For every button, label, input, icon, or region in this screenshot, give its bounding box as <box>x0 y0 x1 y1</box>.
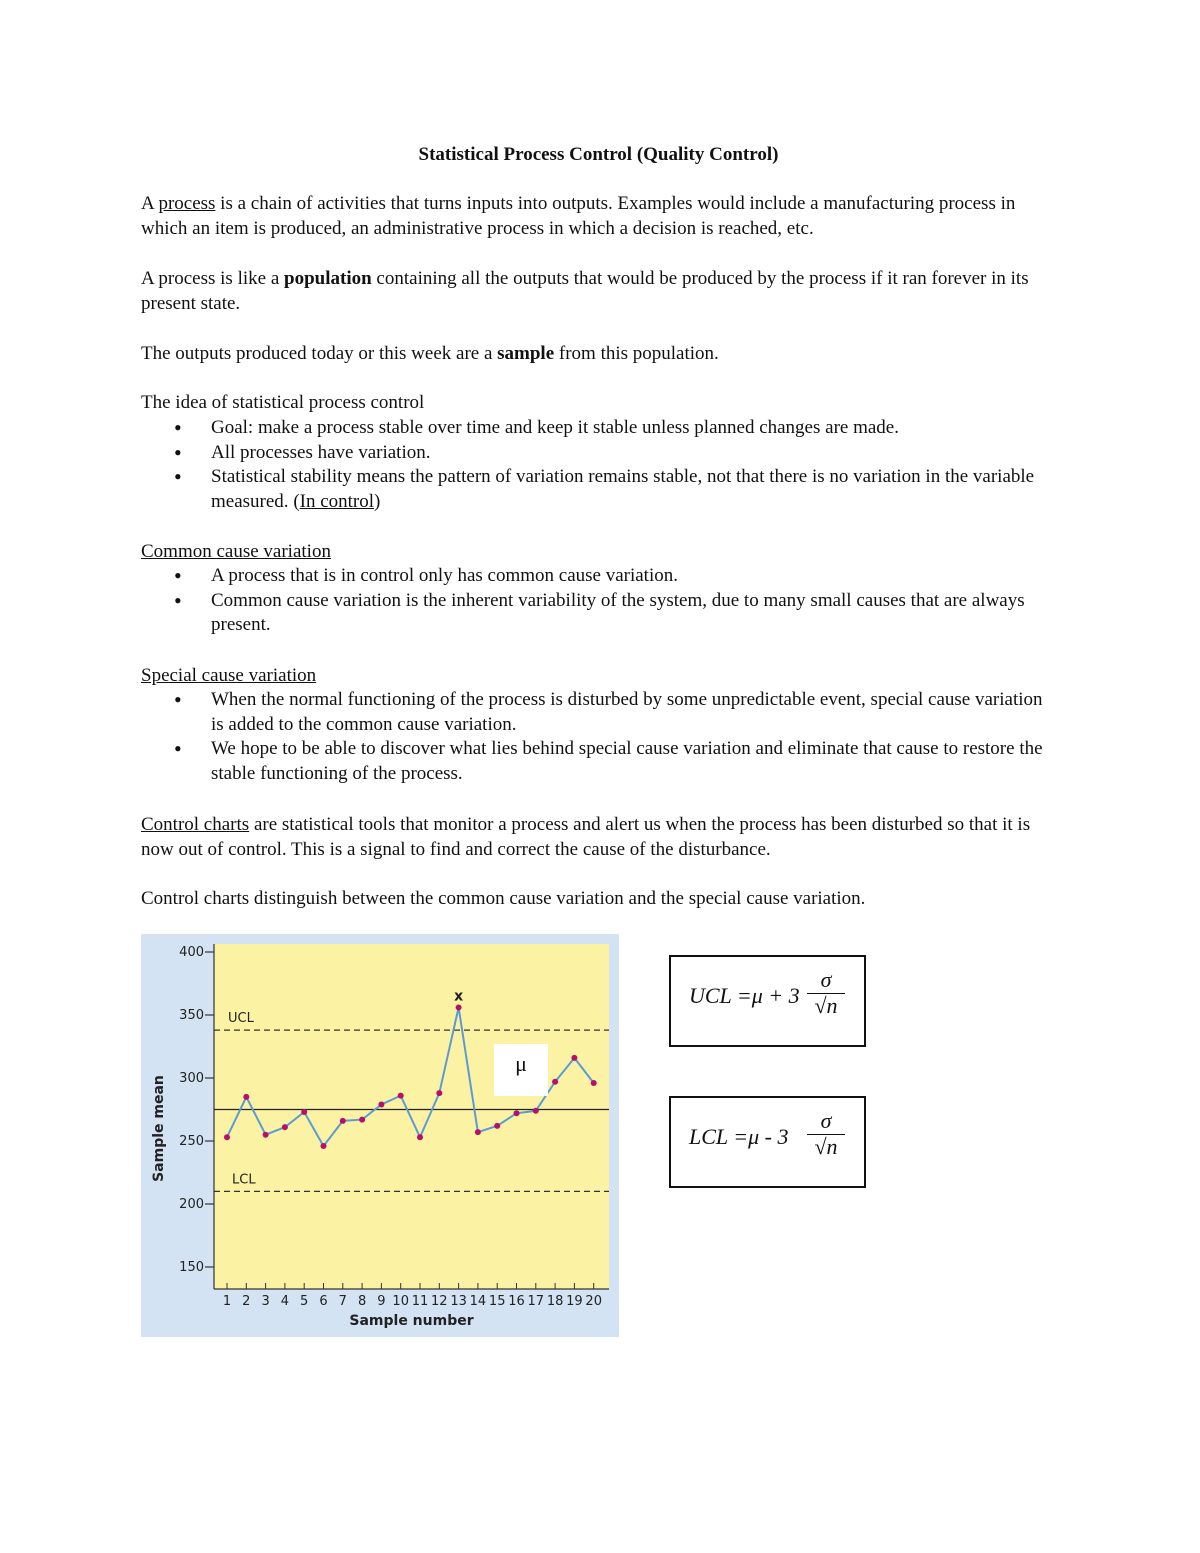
list-item: • When the normal functioning of the process is disturbed by some unpredictable event, special cause variation is added to the common cause variation. <box>141 688 1056 737</box>
x-tick-label: 5 <box>300 1294 309 1309</box>
x-tick-label: 4 <box>280 1294 290 1309</box>
y-axis <box>179 944 214 1289</box>
x-tick-label: 14 <box>469 1294 487 1309</box>
sigma-symbol: σ <box>820 1108 832 1133</box>
data-point <box>243 1094 249 1100</box>
sqrt-n: √n <box>814 1134 838 1159</box>
in-control-label: In control <box>299 490 375 512</box>
common-cause-heading: Common cause variation <box>141 541 331 562</box>
sqrt-n: √n <box>814 993 838 1018</box>
y-tick-label: 300 <box>179 1071 204 1086</box>
plot-area <box>214 944 609 1289</box>
lcl-label: LCL <box>232 1172 256 1188</box>
x-tick-label: 16 <box>508 1294 525 1309</box>
special-cause-heading: Special cause variation <box>141 665 317 686</box>
data-point <box>301 1109 307 1115</box>
list-item: • All processes have variation. <box>141 441 1056 466</box>
control-charts-term: Control charts <box>141 814 250 835</box>
y-tick-label: 150 <box>179 1260 204 1275</box>
lcl-formula-lhs: LCL =μ - 3 <box>689 1124 789 1149</box>
out-of-control-marker: x <box>454 988 464 1005</box>
data-point <box>591 1080 597 1086</box>
y-tick-label: 400 <box>179 945 204 960</box>
list-item: • Statistical stability means the pattern of variation remains stable, not that there is no variation in the variable measured. (In control) <box>141 465 1056 514</box>
population-paragraph: A process is like a population containing all the outputs that would be produced by the process if it ran forever in its present state. <box>141 268 1029 314</box>
y-tick-label: 200 <box>179 1197 204 1212</box>
data-point <box>571 1055 577 1061</box>
control-charts-paragraph: Control charts are statistical tools that monitor a process and alert us when the process has been disturbed so that it is now out of control. This is a signal to find and correct the cause of the disturbance. <box>141 814 1031 860</box>
data-point <box>398 1093 404 1099</box>
process-term: process <box>158 193 216 214</box>
list-item: • We hope to be able to discover what lies behind special cause variation and eliminate that cause to restore the stable functioning of the process. <box>141 737 1056 786</box>
ucl-label: UCL <box>228 1011 254 1027</box>
data-point <box>282 1124 288 1130</box>
ucl-formula <box>669 955 866 1047</box>
data-point <box>533 1108 539 1114</box>
idea-bullet-list <box>141 416 1056 514</box>
lcl-formula <box>669 1096 866 1188</box>
data-point <box>436 1090 442 1096</box>
x-tick-label: 19 <box>566 1294 583 1309</box>
data-point <box>378 1101 384 1107</box>
ucl-fraction <box>807 969 845 1017</box>
list-item: • A process that is in control only has common cause variation. <box>141 564 1056 589</box>
common-cause-list <box>141 564 1056 638</box>
data-point <box>263 1132 269 1138</box>
distinguish-paragraph: Control charts distinguish between the common cause variation and the special cause variation. <box>141 888 866 909</box>
lcl-fraction <box>807 1110 845 1158</box>
x-tick-label: 7 <box>338 1294 347 1309</box>
x-tick-label: 12 <box>431 1294 448 1309</box>
x-tick-label: 17 <box>527 1294 545 1309</box>
mu-label: μ <box>494 1044 548 1096</box>
list-item: • Goal: make a process stable over time and keep it stable unless planned changes are made. <box>141 416 1056 441</box>
x-tick-label: 11 <box>411 1294 429 1309</box>
data-point <box>340 1118 346 1124</box>
x-tick-label: 9 <box>377 1294 386 1309</box>
control-chart-svg <box>141 934 619 1337</box>
page-title: Statistical Process Control (Quality Control) <box>418 144 779 165</box>
data-point <box>456 1004 462 1010</box>
idea-heading: The idea of statistical process control <box>141 392 425 413</box>
x-tick-label: 15 <box>488 1294 506 1309</box>
x-tick-label: 2 <box>242 1294 251 1309</box>
x-tick-label: 13 <box>450 1294 467 1309</box>
data-point <box>359 1117 365 1123</box>
ucl-formula-lhs: UCL =μ + 3 <box>689 983 800 1008</box>
data-point <box>224 1134 230 1140</box>
y-tick-label: 250 <box>179 1134 204 1149</box>
y-tick-label: 350 <box>179 1008 204 1023</box>
special-cause-list <box>141 688 1056 786</box>
y-axis-label: Sample mean <box>151 1075 167 1182</box>
data-point <box>514 1110 520 1116</box>
x-tick-label: 20 <box>585 1294 602 1309</box>
x-tick-label: 1 <box>222 1294 232 1309</box>
sample-paragraph: The outputs produced today or this week are a sample from this population. <box>141 343 719 364</box>
x-axis-label: Sample number <box>349 1313 474 1329</box>
x-tick-label: 18 <box>546 1294 564 1309</box>
data-point <box>494 1123 500 1129</box>
x-tick-label: 6 <box>319 1294 328 1309</box>
process-definition: A process is a chain of activities that turns inputs into outputs. Examples would include a manufacturing process in which an item is produced, an administrative process in which a decision is reached, etc. <box>141 193 1016 239</box>
sample-term: sample <box>497 343 555 364</box>
data-point <box>417 1134 423 1140</box>
data-point <box>475 1129 481 1135</box>
control-chart <box>141 934 619 1337</box>
x-tick-label: 8 <box>357 1294 367 1309</box>
population-term: population <box>284 268 372 289</box>
list-item: • Common cause variation is the inherent variability of the system, due to many small causes that are always present. <box>141 589 1056 638</box>
data-point <box>321 1143 327 1149</box>
data-point <box>552 1079 558 1085</box>
x-tick-label: 10 <box>392 1294 409 1309</box>
x-tick-label: 3 <box>261 1294 270 1309</box>
sigma-symbol: σ <box>820 967 832 992</box>
